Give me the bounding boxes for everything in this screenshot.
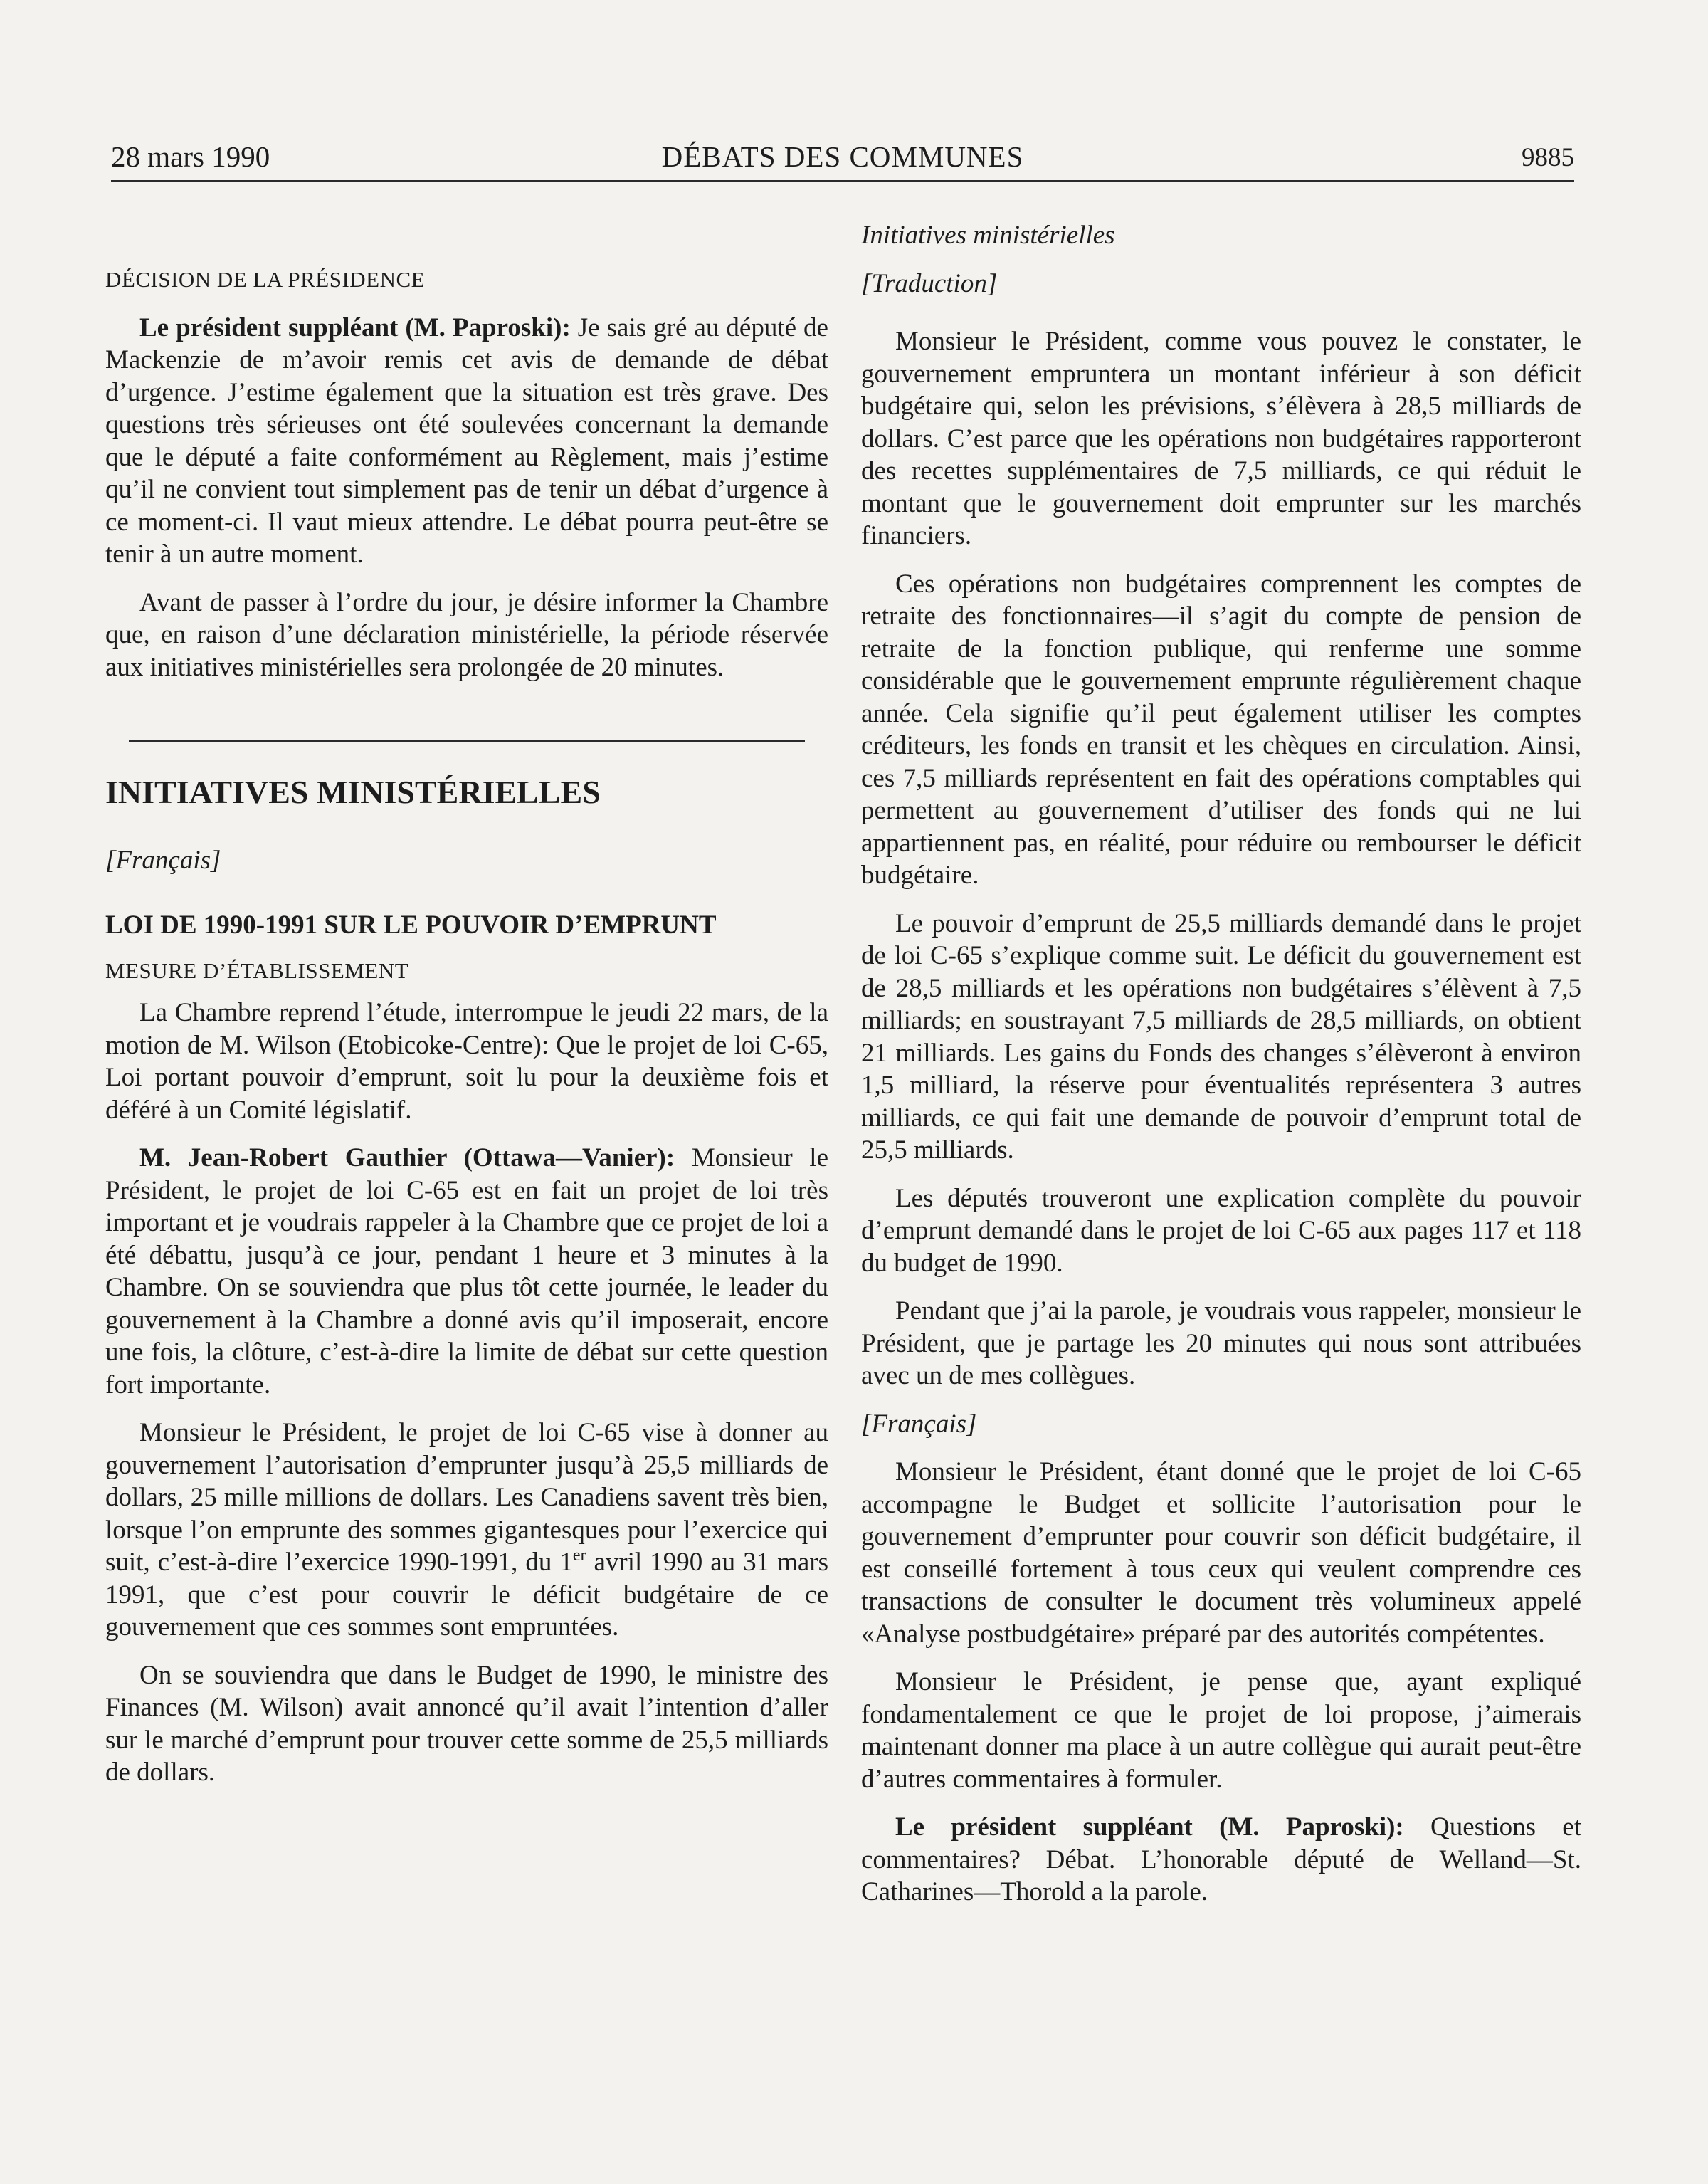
header-title: DÉBATS DES COMMUNES [661,140,1024,173]
speaker-name: M. Jean-Robert Gauthier (Ottawa—Vanier): [139,1143,675,1172]
paragraph-gauthier-1 [105,1142,828,1401]
running-head: Initiatives ministérielles [861,221,1115,250]
paragraph-borrowing-power: Le pouvoir d’emprunt de 25,5 milliards demandé dans le projet de loi C-65 s’explique comme suit. Le déficit du gouvernement est de 28,5 milliards et les opérations non budgétaires s’élèvent à 7,5 milliards; en soustrayant 7,5 milliards de 28,5 milliards, on obtient 21 milliards. Les gains du Fonds des changes s’élèveront à environ 1,5 milliard, la réserve pour éventualités représentera 3 autres milliards, ce qui fait une demande de pouvoir d’emprunt total de 25,5 milliards. [861,908,1581,1165]
paragraph-non-budgetary: Ces opérations non budgétaires comprennent les comptes de retraite des fonctionnaires—il s’agit du compte de pension de retraite de la fonction publique, qui renferme une somme considérable que le gouvernement emprunte régulièrement chaque année. Cela signifie qu’il peut également utiliser les comptes créditeurs, les fonds en transit et les chèques en circulation. Ainsi, ces 7,5 milliards représentent en fait des opérations comptables qui permettent au gouvernement d’utiliser des fonds qui ne lui appartiennent pas, en réalité, pour réduire ou rembourser le déficit budgétaire. [861,569,1581,890]
paragraph-motion: La Chambre reprend l’étude, interrompue le jeudi 22 mars, de la motion de M. Wilson (Etobicoke-Centre): Que le projet de loi C-65, Loi portant pouvoir d’emprunt, soit lu pour la deuxième fois et déféré à un Comité législatif. [105,998,828,1125]
paragraph-text: Monsieur le Président, le projet de loi C-65 vise à donner au gouvernement l’autorisation d’emprunter jusqu’à 25,5 milliards de dollars, 25 mille millions de dollars. Les Canadiens savent très bien, lorsque l’on emprunte des sommes gigantesques pour l’exercice qui suit, c’est-à-dire l’exercice 1990-1991, du 1 [105,1418,828,1577]
paragraph-text: Questions et commentaires? Débat. L’honorable député de Welland—St. Catharines—Thorold a la parole. [861,1812,1581,1906]
language-marker: [Français] [105,845,221,875]
paragraph-budget-pages: Les députés trouveront une explication complète du pouvoir d’emprunt demandé dans le projet de loi C-65 aux pages 117 et 118 du budget de 1990. [861,1183,1581,1278]
header-date: 28 mars 1990 [111,140,270,173]
page-header [111,140,1574,179]
left-column [105,214,828,1789]
paragraph-speaker-ruling [105,312,828,571]
right-column [861,214,1581,1909]
language-marker: [Traduction] [861,268,998,298]
paragraph-analysis: Monsieur le Président, étant donné que le projet de loi C-65 accompagne le Budget et sollicite l’autorisation pour le gouvernement d’emprunter pour couvrir son déficit budgétaire, il est conseillé fortement à tous ceux qui veulent comprendre ces transactions de consulter le document très volumineux appelé «Analyse postbudgétaire» préparé par des autorités compétentes. [861,1457,1581,1649]
speaker-name: Le président suppléant (M. Paproski): [139,313,571,342]
ordinal-superscript: er [572,1546,586,1565]
header-rule [111,180,1574,182]
paragraph-text: avril 1990 au 31 mars 1991, que c’est pour couvrir le déficit budgétaire de ce gouvernement que ces sommes sont empruntées. [105,1548,828,1642]
section-heading: INITIATIVES MINISTÉRIELLES [105,774,601,810]
language-marker: [Français] [861,1409,977,1439]
decision-heading: DÉCISION DE LA PRÉSIDENCE [105,267,426,292]
paragraph-speaker-debate [861,1811,1581,1909]
measure-heading: MESURE D’ÉTABLISSEMENT [105,957,409,983]
paragraph-announcement: Avant de passer à l’ordre du jour, je désire informer la Chambre que, en raison d’une déclaration ministérielle, la période réservée aux initiatives ministérielles sera prolongée de 20 minutes. [105,587,828,682]
paragraph-text: Je sais gré au député de Mackenzie de m’avoir remis cet avis de demande de débat d’urgence. J’estime également que la situation est très grave. Des questions très sérieuses ont été soulevées concernant la demande que le député a faite conformément au Règlement, mais j’estime qu’il ne convient tout simplement pas de tenir un débat d’urgence à ce moment-ci. Il vaut mieux attendre. Le débat pourra peut-être se tenir à un autre moment. [105,313,828,569]
speaker-name: Le président suppléant (M. Paproski): [895,1812,1404,1842]
paragraph-gauthier-3: On se souviendra que dans le Budget de 1990, le ministre des Finances (M. Wilson) avait annoncé qu’il avait l’intention d’aller sur le marché d’emprunt pour trouver cette somme de 25,5 milliards de dollars. [105,1660,828,1787]
paragraph-deficit: Monsieur le Président, comme vous pouvez le constater, le gouvernement empruntera un montant inférieur à son déficit budgétaire qui, selon les prévisions, s’élèvera à 28,5 milliards de dollars. C’est parce que les opérations non budgétaires rapporteront des recettes supplémentaires de 7,5 milliards, ce qui réduit le montant que le gouvernement doit emprunter sur les marchés financiers. [861,327,1581,550]
paragraph-gauthier-2 [105,1417,828,1644]
paragraph-conclusion: Monsieur le Président, je pense que, ayant expliqué fondamentalement ce que le projet de loi propose, j’aimerais maintenant donner ma place à un autre collègue qui aurait peut-être d’autres commentaires à formuler. [861,1667,1581,1794]
paragraph-sharing-time: Pendant que j’ai la parole, je voudrais vous rappeler, monsieur le Président, que je partage les 20 minutes qui nous sont attribuées avec un de mes collègues. [861,1296,1581,1390]
bill-heading: LOI DE 1990-1991 SUR LE POUVOIR D’EMPRUNT [105,910,717,940]
paragraph-text: Monsieur le Président, le projet de loi C-65 est en fait un projet de loi très important et je voudrais rappeler à la Chambre que ce projet de loi a été débattu, jusqu’à ce jour, pendant 1 heure et 3 minutes à la Chambre. On se souviendra que plus tôt cette journée, le leader du gouvernement à la Chambre a donné avis qu’il imposerait, encore une fois, la clôture, c’est-à-dire la limite de débat sur cette question fort importante. [105,1143,828,1400]
header-page-number: 9885 [1522,143,1574,172]
